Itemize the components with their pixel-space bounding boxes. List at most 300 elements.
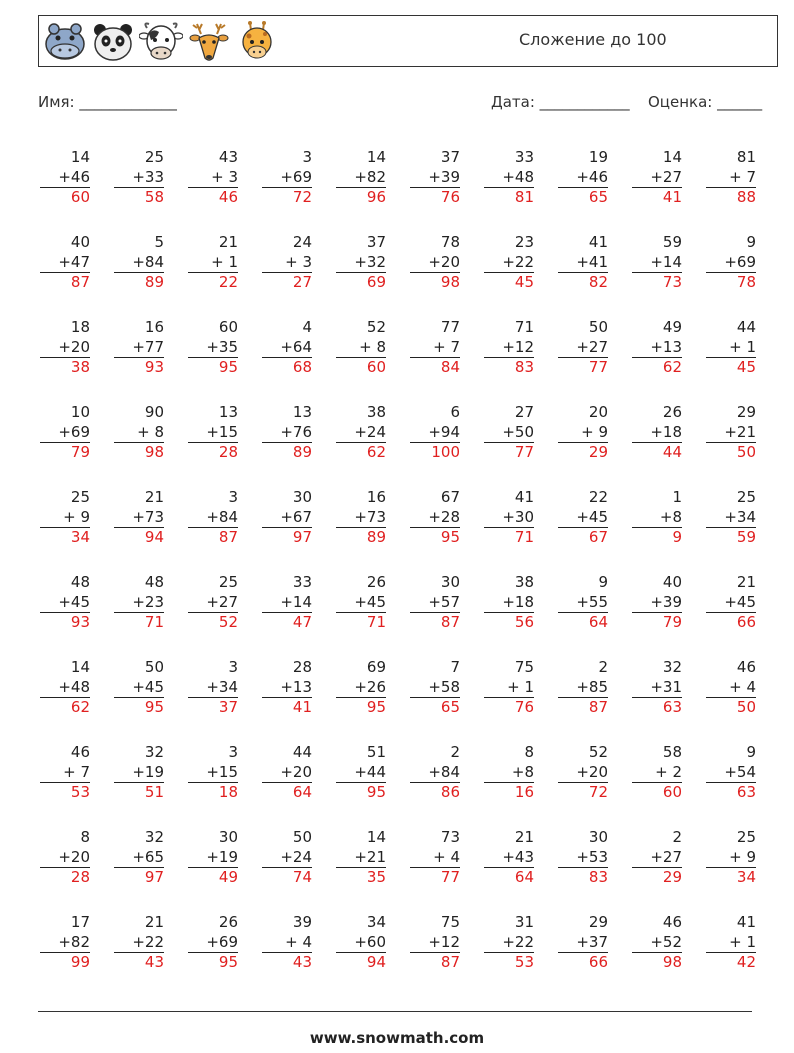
second-addend: + 9 [40,508,90,529]
second-addend: +18 [484,593,534,614]
answer: 68 [292,358,312,376]
answer: 89 [144,273,164,291]
problem [188,743,238,803]
first-addend: 30 [440,573,460,591]
answer: 50 [736,698,756,716]
problem [632,658,682,718]
answer: 79 [70,443,90,461]
second-addend: + 7 [410,338,460,359]
problem [632,573,682,633]
second-addend: +45 [40,593,90,614]
answer: 43 [292,953,312,971]
second-addend: +8 [484,763,534,784]
answer: 77 [440,868,460,886]
problem [114,148,164,208]
problem [336,148,386,208]
problem [558,148,608,208]
problem [706,148,756,208]
hippo-icon [43,20,87,64]
second-addend: +45 [114,678,164,699]
first-addend: 30 [588,828,608,846]
first-addend: 31 [514,913,534,931]
problem [188,318,238,378]
first-addend: 32 [144,743,164,761]
problem [188,488,238,548]
answer: 86 [440,783,460,801]
first-addend: 4 [302,318,312,336]
second-addend: +27 [632,168,682,189]
second-addend: +27 [188,593,238,614]
second-addend: +41 [558,253,608,274]
first-addend: 25 [736,828,756,846]
answer: 98 [662,953,682,971]
first-addend: 21 [218,233,238,251]
first-addend: 7 [450,658,460,676]
first-addend: 19 [588,148,608,166]
second-addend: + 7 [706,168,756,189]
answer: 29 [662,868,682,886]
second-addend: +24 [336,423,386,444]
second-addend: +48 [484,168,534,189]
answer: 72 [588,783,608,801]
problem [558,743,608,803]
problem [706,743,756,803]
problem [262,573,312,633]
first-addend: 71 [514,318,534,336]
problem [336,913,386,973]
problem [40,403,90,463]
first-addend: 27 [514,403,534,421]
answer: 53 [514,953,534,971]
answer: 28 [218,443,238,461]
second-addend: +76 [262,423,312,444]
answer: 63 [736,783,756,801]
answer: 95 [366,783,386,801]
second-addend: +82 [336,168,386,189]
problem [336,233,386,293]
first-addend: 9 [746,233,756,251]
answer: 22 [218,273,238,291]
first-addend: 60 [218,318,238,336]
second-addend: +84 [114,253,164,274]
answer: 93 [144,358,164,376]
first-addend: 2 [598,658,608,676]
second-addend: +15 [188,423,238,444]
first-addend: 78 [440,233,460,251]
second-addend: + 2 [632,763,682,784]
second-addend: +12 [484,338,534,359]
problem [484,148,534,208]
second-addend: +69 [188,933,238,954]
second-addend: +67 [262,508,312,529]
answer: 37 [218,698,238,716]
first-addend: 21 [144,488,164,506]
answer: 34 [70,528,90,546]
problem [114,318,164,378]
second-addend: +85 [558,678,608,699]
second-addend: + 4 [706,678,756,699]
problem [336,828,386,888]
answer: 95 [218,358,238,376]
first-addend: 40 [70,233,90,251]
first-addend: 3 [302,148,312,166]
first-addend: 3 [228,743,238,761]
answer: 79 [662,613,682,631]
answer: 98 [144,443,164,461]
second-addend: +20 [262,763,312,784]
problem [262,233,312,293]
answer: 62 [70,698,90,716]
second-addend: +8 [632,508,682,529]
problem [706,658,756,718]
first-addend: 52 [366,318,386,336]
answer: 42 [736,953,756,971]
first-addend: 8 [524,743,534,761]
first-addend: 58 [662,743,682,761]
first-addend: 14 [70,148,90,166]
answer: 65 [440,698,460,716]
answer: 97 [144,868,164,886]
first-addend: 8 [80,828,90,846]
second-addend: + 1 [706,338,756,359]
second-addend: +22 [484,933,534,954]
first-addend: 14 [70,658,90,676]
second-addend: + 3 [188,168,238,189]
answer: 95 [218,953,238,971]
answer: 27 [292,273,312,291]
answer: 53 [70,783,90,801]
second-addend: +22 [114,933,164,954]
problem [336,743,386,803]
second-addend: +14 [262,593,312,614]
problem [558,233,608,293]
first-addend: 46 [736,658,756,676]
second-addend: +50 [484,423,534,444]
answer: 63 [662,698,682,716]
answer: 51 [144,783,164,801]
answer: 60 [366,358,386,376]
second-addend: +47 [40,253,90,274]
first-addend: 44 [292,743,312,761]
answer: 93 [70,613,90,631]
first-addend: 37 [440,148,460,166]
first-addend: 67 [440,488,460,506]
first-addend: 48 [70,573,90,591]
answer: 41 [292,698,312,716]
problem [188,828,238,888]
problem [114,743,164,803]
answer: 43 [144,953,164,971]
first-addend: 29 [588,913,608,931]
second-addend: +28 [410,508,460,529]
second-addend: +46 [558,168,608,189]
first-addend: 37 [366,233,386,251]
answer: 38 [70,358,90,376]
problem [706,913,756,973]
second-addend: +30 [484,508,534,529]
problem [410,658,460,718]
answer: 64 [292,783,312,801]
problem [114,233,164,293]
second-addend: + 1 [706,933,756,954]
answer: 95 [144,698,164,716]
second-addend: +34 [706,508,756,529]
problem [114,488,164,548]
worksheet-title: Сложение до 100 [519,30,667,49]
second-addend: +55 [558,593,608,614]
first-addend: 50 [292,828,312,846]
second-addend: +19 [188,848,238,869]
problem [410,488,460,548]
deer-icon [187,20,231,64]
answer: 95 [440,528,460,546]
first-addend: 81 [736,148,756,166]
answer: 87 [440,953,460,971]
second-addend: +14 [632,253,682,274]
problem [40,913,90,973]
answer: 76 [514,698,534,716]
problem [188,658,238,718]
second-addend: +31 [632,678,682,699]
footer-divider [38,1011,752,1012]
answer: 29 [588,443,608,461]
problem [706,828,756,888]
second-addend: +27 [632,848,682,869]
problem [410,743,460,803]
first-addend: 21 [514,828,534,846]
second-addend: +21 [336,848,386,869]
second-addend: + 9 [558,423,608,444]
problem [632,233,682,293]
answer: 87 [588,698,608,716]
answer: 34 [736,868,756,886]
first-addend: 44 [736,318,756,336]
problem [410,828,460,888]
second-addend: +21 [706,423,756,444]
first-addend: 29 [736,403,756,421]
answer: 65 [588,188,608,206]
first-addend: 46 [70,743,90,761]
first-addend: 75 [514,658,534,676]
first-addend: 51 [366,743,386,761]
second-addend: +23 [114,593,164,614]
problem [114,828,164,888]
answer: 49 [218,868,238,886]
problem [114,573,164,633]
first-addend: 50 [588,318,608,336]
second-addend: + 9 [706,848,756,869]
answer: 46 [218,188,238,206]
answer: 83 [588,868,608,886]
first-addend: 39 [292,913,312,931]
second-addend: +48 [40,678,90,699]
first-addend: 10 [70,403,90,421]
first-addend: 25 [218,573,238,591]
second-addend: +13 [262,678,312,699]
first-addend: 48 [144,573,164,591]
second-addend: +32 [336,253,386,274]
first-addend: 16 [366,488,386,506]
second-addend: +73 [114,508,164,529]
answer: 72 [292,188,312,206]
second-addend: +39 [410,168,460,189]
first-addend: 21 [144,913,164,931]
problem [262,488,312,548]
first-addend: 34 [366,913,386,931]
first-addend: 59 [662,233,682,251]
answer: 71 [144,613,164,631]
first-addend: 46 [662,913,682,931]
second-addend: +54 [706,763,756,784]
animal-icons [43,20,279,64]
second-addend: +58 [410,678,460,699]
second-addend: +57 [410,593,460,614]
problem [484,403,534,463]
first-addend: 14 [366,828,386,846]
second-addend: +12 [410,933,460,954]
answer: 66 [736,613,756,631]
problem [40,828,90,888]
answer: 81 [514,188,534,206]
second-addend: +45 [706,593,756,614]
problem [410,233,460,293]
second-addend: +65 [114,848,164,869]
answer: 56 [514,613,534,631]
answer: 73 [662,273,682,291]
problem [262,318,312,378]
problem [706,403,756,463]
problem [558,318,608,378]
answer: 82 [588,273,608,291]
first-addend: 52 [588,743,608,761]
problem [188,233,238,293]
problem [410,913,460,973]
problem [484,233,534,293]
problem [558,658,608,718]
first-addend: 28 [292,658,312,676]
answer: 16 [514,783,534,801]
problem [40,573,90,633]
date-field[interactable]: Дата: ____________ [491,93,630,111]
second-addend: +39 [632,593,682,614]
answer: 45 [514,273,534,291]
problem [558,488,608,548]
problem [40,743,90,803]
answer: 41 [662,188,682,206]
first-addend: 41 [514,488,534,506]
second-addend: +77 [114,338,164,359]
first-addend: 26 [366,573,386,591]
second-addend: +44 [336,763,386,784]
second-addend: +94 [410,423,460,444]
second-addend: +82 [40,933,90,954]
first-addend: 38 [366,403,386,421]
header-box [38,15,778,67]
answer: 83 [514,358,534,376]
second-addend: +43 [484,848,534,869]
first-addend: 69 [366,658,386,676]
answer: 78 [736,273,756,291]
problem [632,828,682,888]
first-addend: 2 [450,743,460,761]
second-addend: +20 [410,253,460,274]
problem [484,488,534,548]
problem [188,573,238,633]
first-addend: 2 [672,828,682,846]
problem [484,658,534,718]
second-addend: +20 [40,338,90,359]
first-addend: 5 [154,233,164,251]
answer: 52 [218,613,238,631]
second-addend: +13 [632,338,682,359]
answer: 62 [662,358,682,376]
first-addend: 22 [588,488,608,506]
answer: 59 [736,528,756,546]
problem [558,403,608,463]
answer: 69 [366,273,386,291]
problem [40,658,90,718]
problem [410,573,460,633]
answer: 28 [70,868,90,886]
second-addend: +19 [114,763,164,784]
second-addend: +60 [336,933,386,954]
problem [336,488,386,548]
answer: 87 [218,528,238,546]
first-addend: 49 [662,318,682,336]
name-field[interactable]: Имя: _____________ [38,93,177,111]
first-addend: 73 [440,828,460,846]
answer: 62 [366,443,386,461]
first-addend: 9 [598,573,608,591]
first-addend: 24 [292,233,312,251]
problem [336,318,386,378]
answer: 96 [366,188,386,206]
problem [632,318,682,378]
answer: 9 [672,528,682,546]
answer: 71 [366,613,386,631]
first-addend: 3 [228,658,238,676]
first-addend: 75 [440,913,460,931]
giraffe-icon [235,20,279,64]
problem [410,148,460,208]
problem [632,148,682,208]
second-addend: +84 [188,508,238,529]
answer: 89 [292,443,312,461]
problem [114,403,164,463]
second-addend: +64 [262,338,312,359]
second-addend: + 8 [114,423,164,444]
answer: 88 [736,188,756,206]
second-addend: + 4 [410,848,460,869]
second-addend: + 3 [262,253,312,274]
first-addend: 13 [292,403,312,421]
problem [484,913,534,973]
problem [262,828,312,888]
second-addend: + 1 [188,253,238,274]
grade-field[interactable]: Оценка: ______ [648,93,763,111]
second-addend: +69 [40,423,90,444]
problem [188,913,238,973]
answer: 77 [514,443,534,461]
answer: 67 [588,528,608,546]
first-addend: 9 [746,743,756,761]
panda-icon [91,20,135,64]
first-addend: 14 [662,148,682,166]
problem [336,658,386,718]
first-addend: 3 [228,488,238,506]
second-addend: +69 [706,253,756,274]
second-addend: +34 [188,678,238,699]
